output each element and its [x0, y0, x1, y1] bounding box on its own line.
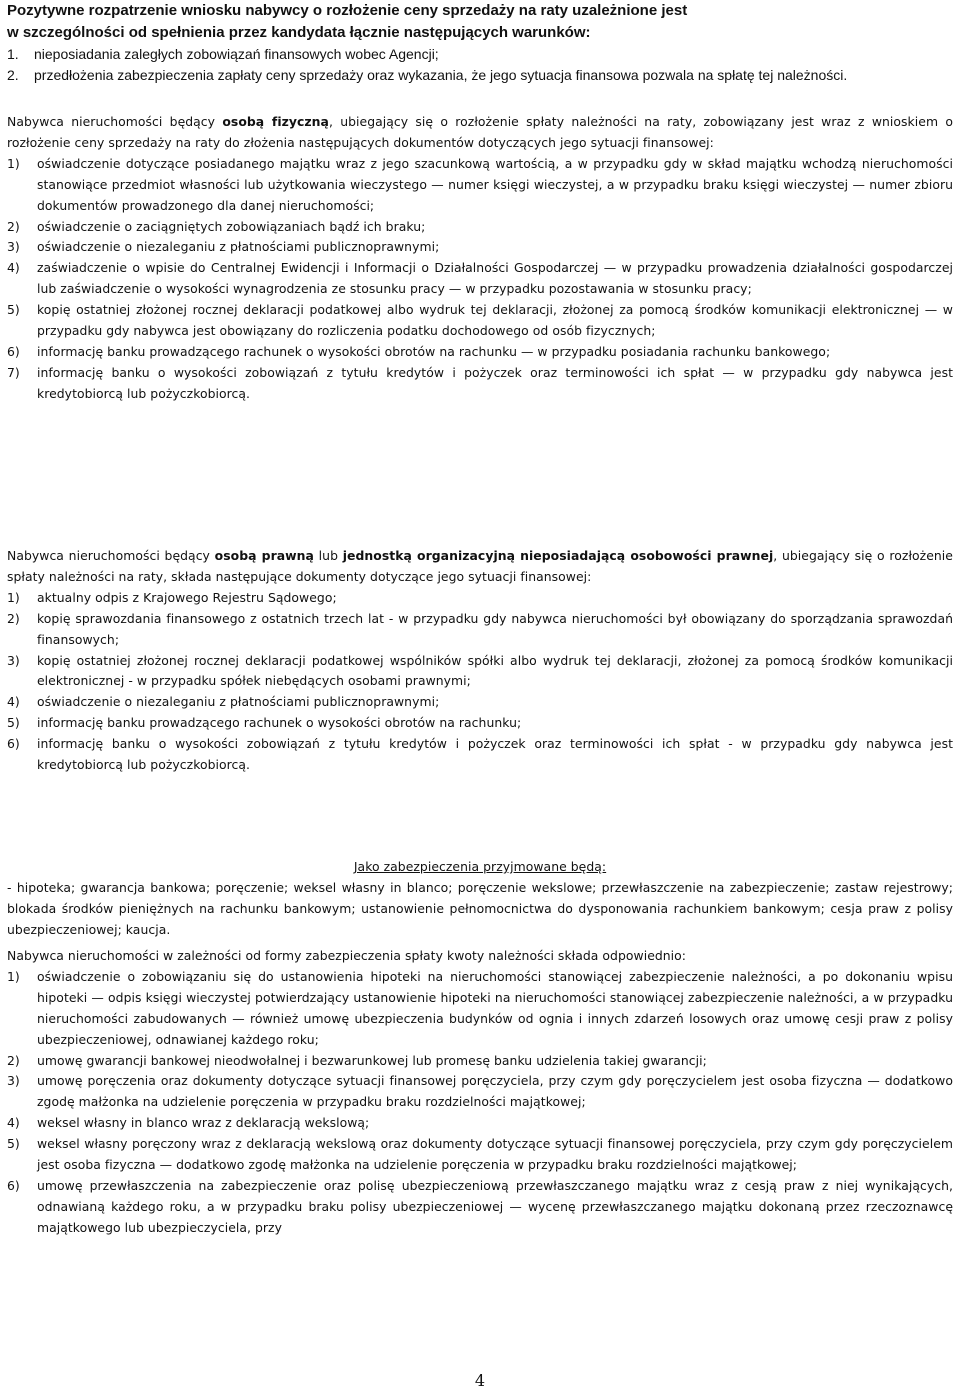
list-item — [7, 342, 953, 363]
securities-section — [7, 857, 953, 941]
list-item — [7, 713, 953, 734]
list-item — [7, 1113, 953, 1134]
intro-bold: osobą prawną — [214, 548, 314, 563]
legal-person-section — [7, 546, 953, 776]
item-text: weksel własny poręczony wraz z deklaracją wekslową oraz dokumenty dotyczące sytuacji finansowej poręczyciela, przy czym gdy poręczycielem jest osoba fizyczna — dodatkowo zgodę małżonka na udzielenie poręczenia w przypadku braku rozdzielności majątkowej; — [37, 1136, 953, 1173]
item-number: 4) — [7, 694, 20, 710]
intro-bold: osobą fizyczną — [222, 114, 329, 129]
item-number: 3) — [7, 1073, 20, 1089]
item-number: 1) — [7, 589, 20, 605]
list-item — [7, 217, 953, 238]
list-item — [7, 651, 953, 693]
item-text: nieposiadania zaległych zobowiązań finansowych wobec Agencji; — [34, 46, 439, 62]
security-docs-intro: Nabywca nieruchomości w zależności od formy zabezpieczenia spłaty kwoty należności składa odpowiednio: — [7, 948, 687, 963]
item-text: kopię sprawozdania finansowego z ostatnich trzech lat - w przypadku gdy nabywca nieruchomości był obowiązany do sporządzania sprawozdań finansowych; — [37, 610, 953, 647]
list-item — [7, 1176, 953, 1239]
item-text: informację banku o wysokości zobowiązań z tytułu kredytów i pożyczek oraz terminowości ich spłat — w przypadku gdy nabywca jest kredytobiorcą lub pożyczkobiorcą. — [37, 364, 953, 401]
item-text: przedłożenia zabezpieczenia zapłaty ceny sprzedaży oraz wykazania, że jego sytuacja finansowa pozwala na spłatę tej należności. — [34, 66, 848, 83]
item-text: informację banku prowadzącego rachunek o wysokości obrotów na rachunku; — [37, 715, 522, 731]
item-text: umowę gwarancji bankowej nieodwołalnej i bezwarunkowej lub promesę banku udzielenia takiej gwarancji; — [37, 1052, 707, 1068]
list-item — [7, 1051, 953, 1072]
list-item — [7, 1134, 953, 1176]
intro-text: Nabywca nieruchomości będący — [7, 548, 215, 563]
item-number: 2) — [7, 1052, 20, 1068]
conditions-list — [7, 44, 953, 85]
intro-text: , ubiegający się o rozłożenie spłaty należności na raty, zobowiązany jest wraz z wnioskiem o rozłożenie ceny sprzedaży na raty do złożenia następujących dokumentów dotyczących jego sytuacji finansowej: — [7, 114, 953, 150]
item-text: informację banku o wysokości zobowiązań z tytułu kredytów i pożyczek oraz terminowości ich spłat - w przypadku gdy nabywca jest kredytobiorcą lub pożyczkobiorcą. — [37, 736, 953, 773]
list-item — [7, 363, 953, 405]
list-item — [7, 734, 953, 776]
item-text: oświadczenie o zobowiązaniu się do ustanowienia hipoteki na nieruchomości stanowiącej zabezpieczenie należności, a po dokonaniu wpisu hipoteki — odpis księgi wieczystej potwierdzający ustanowienie hipoteki na nieruchomości stanowiącej zabezpieczenie należności, a w przypadku nieruchomości zabudowanych — również umowę ubezpieczenia budynków od ognia i innych zdarzeń losowych oraz umowę cesji praw z polisy ubezpieczeniowej, odnawianej każdego roku; — [37, 968, 953, 1047]
item-text: weksel własny in blanco wraz z deklaracją wekslową; — [37, 1115, 370, 1131]
list-item — [7, 300, 953, 342]
heading-line-2: w szczególności od spełnienia przez kandydata łącznie następujących warunków: — [7, 24, 591, 41]
securities-heading-text: Jako zabezpieczenia przyjmowane będą: — [353, 859, 607, 874]
list-item — [7, 65, 953, 86]
intro-text: Nabywca nieruchomości będący — [7, 114, 223, 129]
item-number: 2. — [7, 66, 19, 83]
item-text: aktualny odpis z Krajowego Rejestru Sądowego; — [37, 589, 337, 605]
intro-bold: jednostką organizacyjną nieposiadającą osobowości prawnej — [342, 548, 774, 563]
document-heading — [7, 0, 953, 44]
securities-text: - hipoteka; gwarancja bankowa; poręczenie; weksel własny in blanco; poręczenie wekslowe; przewłaszczenie na zabezpieczenie; zastaw rejestrowy; blokada środków pieniężnych na rachunku bankowym; ustanowienie pełnomocnictwa do dysponowania rachunkiem bankowym; cesja praw z polisy ubezpieczeniowej; kaucja. — [7, 879, 953, 937]
heading-line-1: Pozytywne rozpatrzenie wniosku nabywcy o rozłożenie ceny sprzedaży na raty uzależnione jest — [7, 2, 688, 19]
list-item — [7, 44, 953, 65]
item-number: 1) — [7, 968, 20, 984]
item-text: umowę przewłaszczenia na zabezpieczenie oraz polisę ubezpieczeniową przewłaszczanego majątku wraz z cesją praw z niej wynikających, odnawianą każdego roku, a w przypadku braku polisy ubezpieczeniowej — wycenę przewłaszczanego majątku dokonaną przez rzeczoznawcę majątkowego lub ubezpieczyciela, przy — [37, 1177, 953, 1235]
item-number: 3) — [7, 239, 20, 255]
item-number: 5) — [7, 715, 20, 731]
item-number: 3) — [7, 652, 20, 668]
item-number: 5) — [7, 1136, 20, 1152]
item-number: 6) — [7, 1177, 20, 1193]
item-number: 2) — [7, 218, 20, 234]
intro-text: lub — [313, 548, 343, 563]
item-number: 7) — [7, 364, 20, 380]
item-text: kopię ostatniej złożonej rocznej deklaracji podatkowej albo wydruk tej deklaracji, złożonej za pomocą środków komunikacji elektronicznej — w przypadku gdy nabywca jest obowiązany do rozliczenia podatku dochodowego od osób fizycznych; — [37, 302, 953, 339]
item-number: 1. — [7, 46, 19, 62]
item-number: 5) — [7, 302, 20, 318]
list-item — [7, 237, 953, 258]
item-text: oświadczenie o niezaleganiu z płatnościami publicznoprawnymi; — [37, 694, 440, 710]
list-item — [7, 692, 953, 713]
item-text: oświadczenie o zaciągniętych zobowiązaniach bądź ich braku; — [37, 218, 426, 234]
item-text: umowę poręczenia oraz dokumenty dotyczące sytuacji finansowej poręczyciela, przy czym gdy poręczycielem jest osoba fizyczna — dodatkowo zgodę małżonka na udzielenie poręczenia w przypadku braku rozdzielności majątkowej; — [37, 1073, 953, 1110]
item-text: oświadczenie o niezaleganiu z płatnościami publicznoprawnymi; — [37, 239, 440, 255]
item-text: oświadczenie dotyczące posiadanego majątku wraz z jego szacunkową wartością, a w przypadku gdy w skład majątku wchodzą nieruchomości stanowiące przedmiot własności lub użytkowania wieczystego — numer księgi wieczystej, a w przypadku braku księgi wieczystej — numer zbioru dokumentów prowadzonego dla danej nieruchomości; — [37, 155, 953, 213]
item-number: 1) — [7, 155, 20, 171]
item-number: 6) — [7, 736, 20, 752]
securities-heading — [7, 857, 953, 878]
item-number: 4) — [7, 1115, 20, 1131]
security-docs-section — [7, 946, 953, 1239]
natural-person-section — [7, 112, 953, 405]
list-item — [7, 609, 953, 651]
list-item — [7, 1071, 953, 1113]
list-item — [7, 967, 953, 1051]
natural-person-intro — [7, 112, 953, 154]
list-item — [7, 154, 953, 217]
item-text: informację banku prowadzącego rachunek o wysokości obrotów na rachunku — w przypadku posiadania rachunku bankowego; — [37, 343, 831, 359]
item-number: 4) — [7, 260, 20, 276]
legal-person-intro — [7, 546, 953, 588]
list-item — [7, 588, 953, 609]
item-number: 2) — [7, 610, 20, 626]
item-text: zaświadczenie o wpisie do Centralnej Ewidencji i Informacji o Działalności Gospodarczej — w przypadku prowadzenia działalności gospodarczej lub zaświadczenie o wysokości wynagrodzenia ze stosunku pracy — w przypadku pozostawania w stosunku pracy; — [37, 260, 953, 297]
item-text: kopię ostatniej złożonej rocznej deklaracji podatkowej wspólników spółki albo wydruk tej deklaracji, złożonej za pomocą środków komunikacji elektronicznej - w przypadku spółek niebędących osobami prawnymi; — [37, 652, 953, 689]
intro-text: , ubiegający się o rozłożenie spłaty należności na raty, składa następujące dokumenty dotyczące jego sytuacji finansowej: — [7, 548, 953, 584]
page-number: 4 — [474, 1371, 486, 1390]
item-number: 6) — [7, 343, 20, 359]
list-item — [7, 258, 953, 300]
